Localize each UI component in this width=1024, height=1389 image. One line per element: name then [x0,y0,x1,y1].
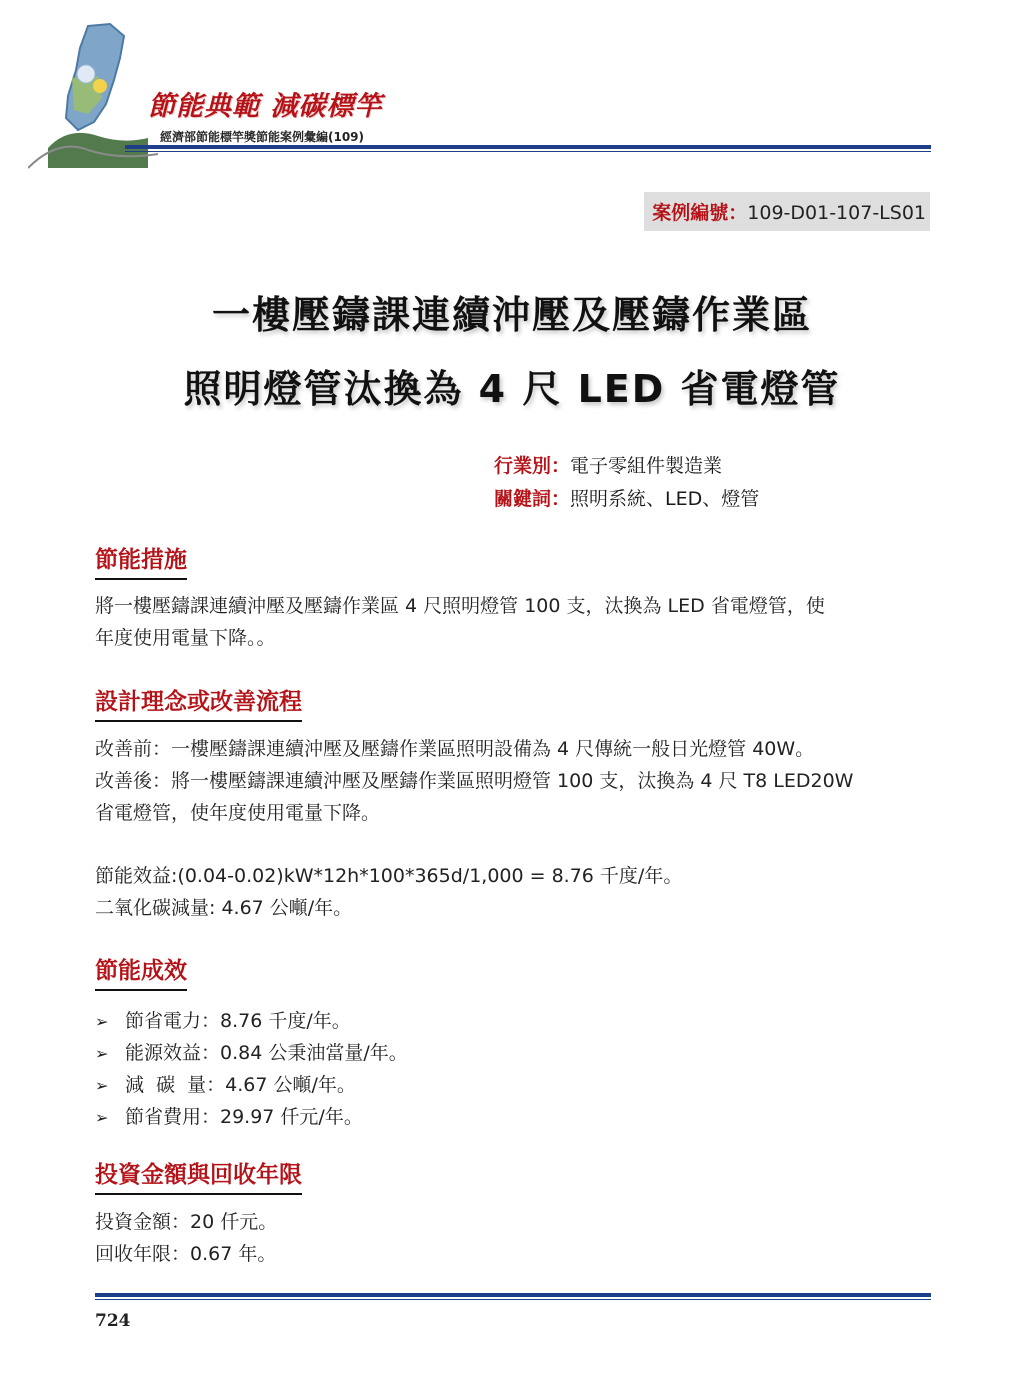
industry-value: 電子零組件製造業 [570,455,723,477]
section-heading-investment: 投資金額與回收年限 [95,1156,302,1195]
case-number-value: 109-D01-107-LS01 [747,202,926,224]
page-title-line-2: 照明燈管汰換為 4 尺 LED 省電燈管 [183,367,841,411]
calc-line: 二氧化碳減量: 4.67 公噸/年。 [95,897,353,919]
brand-title: 節能典範 減碳標竿 [148,91,383,122]
result-item-text: 能源效益：0.84 公秉油當量/年。 [125,1042,408,1064]
result-item-text: 節省費用：29.97 仟元/年。 [125,1106,363,1128]
arrow-bullet-icon: ➢ [95,1012,109,1031]
design-line: 省電燈管，使年度使用電量下降。 [95,802,381,824]
arrow-bullet-icon: ➢ [95,1076,109,1095]
case-number-box [644,192,930,231]
keywords-label: 關鍵詞： [494,488,571,510]
design-line: 改善後：將一樓壓鑄課連續沖壓及壓鑄作業區照明燈管 100 支，汰換為 4 尺 T8 LED20W [95,770,854,792]
result-item [95,1102,363,1129]
section-heading-design: 設計理念或改善流程 [95,683,302,722]
industry-label: 行業別： [494,455,571,477]
investment-line: 回收年限：0.67 年。 [95,1243,277,1265]
page-title-line-1: 一樓壓鑄課連續沖壓及壓鑄作業區 [211,293,812,337]
result-item-text: 節省電力：8.76 千度/年。 [125,1010,351,1032]
keywords-row [494,484,759,511]
design-line: 改善前：一樓壓鑄課連續沖壓及壓鑄作業區照明設備為 4 尺傳統一般日光燈管 40W。 [95,738,815,760]
section-heading-results: 節能成效 [95,952,187,991]
header-rule-thin [125,151,931,152]
industry-row [494,451,722,478]
page-number: 724 [95,1311,131,1331]
calc-line: 節能效益:(0.04-0.02)kW*12h*100*365d/1,000 = 8.76 千度/年。 [95,865,683,887]
case-number-label: 案例編號： [652,202,748,224]
header-rule [125,145,931,149]
footer-rule-thin [95,1299,931,1300]
footer-rule [95,1293,931,1297]
measures-line: 將一樓壓鑄課連續沖壓及壓鑄作業區 4 尺照明燈管 100 支，汰換為 LED 省電燈管，使 [95,595,825,617]
result-item [95,1038,408,1065]
keywords-value: 照明系統、LED、燈管 [570,488,760,510]
section-heading-measures: 節能措施 [95,541,187,580]
taiwan-logo-icon [28,18,168,178]
arrow-bullet-icon: ➢ [95,1108,109,1127]
measures-line: 年度使用電量下降。。 [95,627,276,649]
result-item-text: 減 碳 量：4.67 公噸/年。 [125,1074,356,1096]
brand-subtitle: 經濟部節能標竿獎節能案例彙編(109) [160,130,365,144]
result-item [95,1006,351,1033]
result-item [95,1070,356,1097]
investment-line: 投資金額：20 仟元。 [95,1211,278,1233]
arrow-bullet-icon: ➢ [95,1044,109,1063]
